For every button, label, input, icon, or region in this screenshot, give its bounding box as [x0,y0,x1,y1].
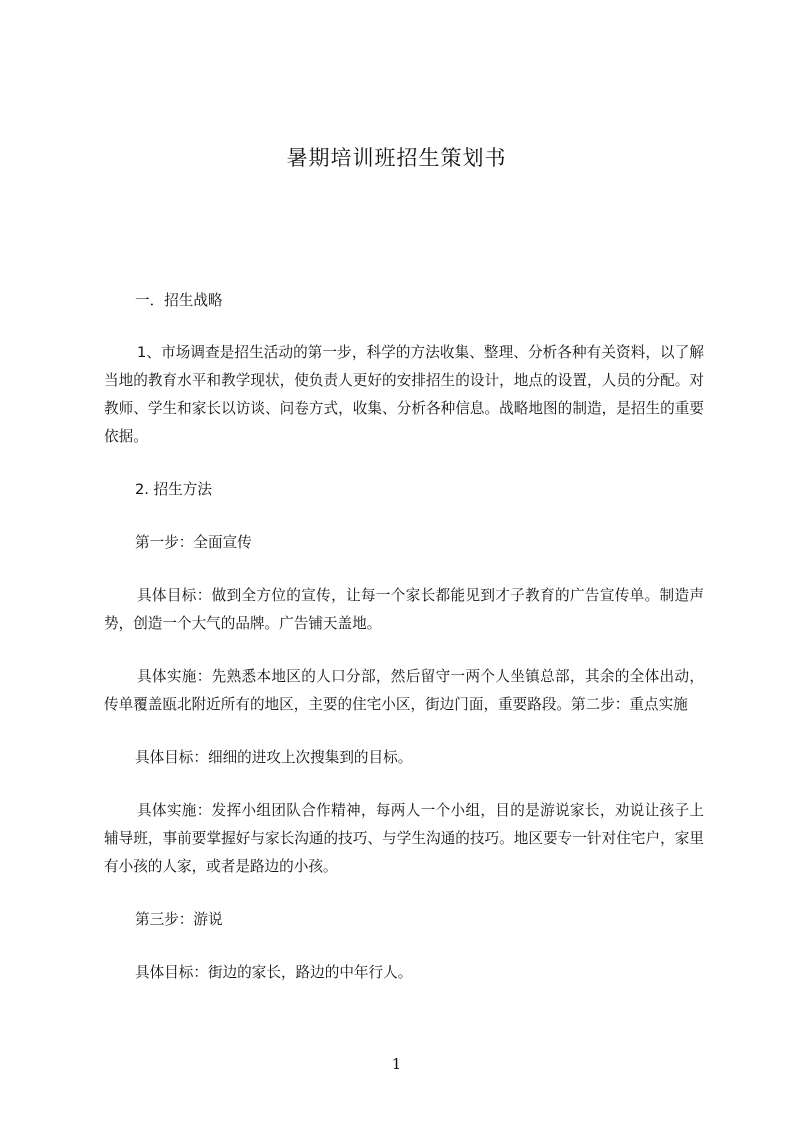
step-one-implementation: 具体实施：先熟悉本地区的人口分部，然后留守一两个人坐镇总部，其余的全体出动，传单覆盖瓯北附近所有的地区，主要的住宅小区，街边门面，重要路段。第二步：重点实施 [104,668,704,713]
step-three-heading: 第三步：游说 [135,911,223,928]
step-one-heading: 第一步：全面宣传 [135,534,252,551]
step-one-goal: 具体目标：做到全方位的宣传，让每一个家长都能见到才子教育的广告宣传单。制造声势，创造一个大气的品牌。广告铺天盖地。 [104,587,704,632]
section-heading-strategy: 一．招生战略 [135,292,223,309]
step-two-implementation: 具体实施：发挥小组团队合作精神，每两人一个小组，目的是游说家长，劝说让孩子上辅导班，事前要掌握好与家长沟通的技巧、与学生沟通的技巧。地区要专一针对住宅户，家里有小孩的人家，或者是路边的小孩。 [104,802,704,875]
document-title: 暑期培训班招生策划书 [286,146,507,170]
page-number: 1 [391,1055,402,1073]
document-body [104,287,704,987]
paragraph-market-research: 1、市场调查是招生活动的第一步，科学的方法收集、整理、分析各种有关资料，以了解当地的教育水平和教学现状，使负责人更好的安排招生的设计，地点的设置，人员的分配。对教师、学生和家长以访谈、问卷方式，收集、分析各种信息。战略地图的制造，是招生的重要依据。 [104,344,704,445]
step-three-goal: 具体目标：街边的家长，路边的中年行人。 [135,964,413,981]
step-two-goal: 具体目标：细细的进攻上次搜集到的目标。 [135,749,413,766]
section-heading-methods: 2. 招生方法 [135,481,212,498]
